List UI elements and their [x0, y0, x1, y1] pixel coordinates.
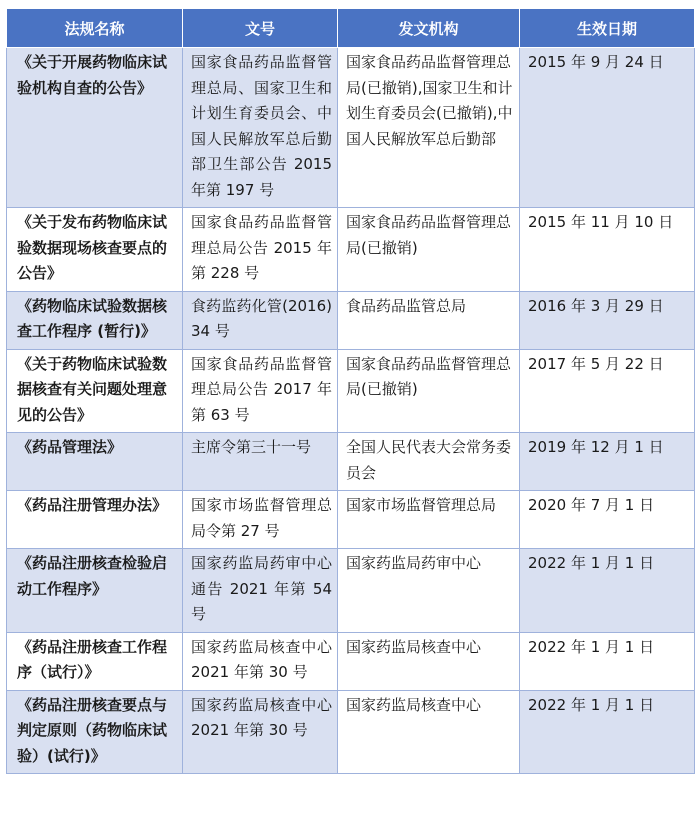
cell-doc-no: 国家食品药品监督管理总局、国家卫生和计划生育委员会、中国人民解放军总后勤部卫生部公告 2015 年第 197 号: [183, 48, 338, 208]
header-issuer: 发文机构: [338, 9, 520, 48]
header-name: 法规名称: [7, 9, 183, 48]
table-row: [7, 433, 695, 491]
table-row: [7, 291, 695, 349]
cell-issuer: 国家食品药品监督管理总局(已撤销),国家卫生和计划生育委员会(已撤销),中国人民解放军总后勤部: [338, 48, 520, 208]
cell-effective-date: 2015 年 9 月 24 日: [520, 48, 695, 208]
table-header-row: [7, 9, 695, 48]
cell-issuer: 国家食品药品监督管理总局(已撤销): [338, 349, 520, 433]
cell-name: 《关于开展药物临床试验机构自查的公告》: [7, 48, 183, 208]
cell-effective-date: 2017 年 5 月 22 日: [520, 349, 695, 433]
cell-doc-no: 国家食品药品监督管理总局公告 2017 年第 63 号: [183, 349, 338, 433]
cell-issuer: 国家市场监督管理总局: [338, 491, 520, 549]
table-row: [7, 549, 695, 633]
cell-issuer: 国家药监局核查中心: [338, 632, 520, 690]
cell-name: 《药品管理法》: [7, 433, 183, 491]
table-row: [7, 208, 695, 292]
cell-name: 《药物临床试验数据核查工作程序 (暂行)》: [7, 291, 183, 349]
cell-name: 《关于发布药物临床试验数据现场核查要点的公告》: [7, 208, 183, 292]
cell-issuer: 国家食品药品监督管理总局(已撤销): [338, 208, 520, 292]
table-row: [7, 48, 695, 208]
cell-name: 《药品注册管理办法》: [7, 491, 183, 549]
cell-effective-date: 2016 年 3 月 29 日: [520, 291, 695, 349]
cell-doc-no: 食药监药化管(2016)34 号: [183, 291, 338, 349]
cell-issuer: 国家药监局核查中心: [338, 690, 520, 774]
cell-issuer: 国家药监局药审中心: [338, 549, 520, 633]
cell-name: 《关于药物临床试验数据核查有关问题处理意见的公告》: [7, 349, 183, 433]
header-doc-no: 文号: [183, 9, 338, 48]
cell-doc-no: 国家食品药品监督管理总局公告 2015 年第 228 号: [183, 208, 338, 292]
cell-doc-no: 国家药监局核查中心 2021 年第 30 号: [183, 632, 338, 690]
cell-effective-date: 2022 年 1 月 1 日: [520, 632, 695, 690]
cell-name: 《药品注册核查工作程序（试行）》: [7, 632, 183, 690]
table-row: [7, 349, 695, 433]
table-row: [7, 690, 695, 774]
table-row: [7, 491, 695, 549]
cell-doc-no: 国家药监局核查中心 2021 年第 30 号: [183, 690, 338, 774]
table-row: [7, 632, 695, 690]
cell-effective-date: 2022 年 1 月 1 日: [520, 549, 695, 633]
cell-issuer: 全国人民代表大会常务委员会: [338, 433, 520, 491]
cell-doc-no: 主席令第三十一号: [183, 433, 338, 491]
regulation-table: [6, 8, 695, 774]
cell-effective-date: 2019 年 12 月 1 日: [520, 433, 695, 491]
cell-doc-no: 国家市场监督管理总局令第 27 号: [183, 491, 338, 549]
cell-issuer: 食品药品监管总局: [338, 291, 520, 349]
header-effective-date: 生效日期: [520, 9, 695, 48]
cell-doc-no: 国家药监局药审中心通告 2021 年第 54 号: [183, 549, 338, 633]
cell-name: 《药品注册核查检验启动工作程序》: [7, 549, 183, 633]
cell-effective-date: 2020 年 7 月 1 日: [520, 491, 695, 549]
cell-name: 《药品注册核查要点与判定原则（药物临床试验）(试行)》: [7, 690, 183, 774]
cell-effective-date: 2015 年 11 月 10 日: [520, 208, 695, 292]
cell-effective-date: 2022 年 1 月 1 日: [520, 690, 695, 774]
